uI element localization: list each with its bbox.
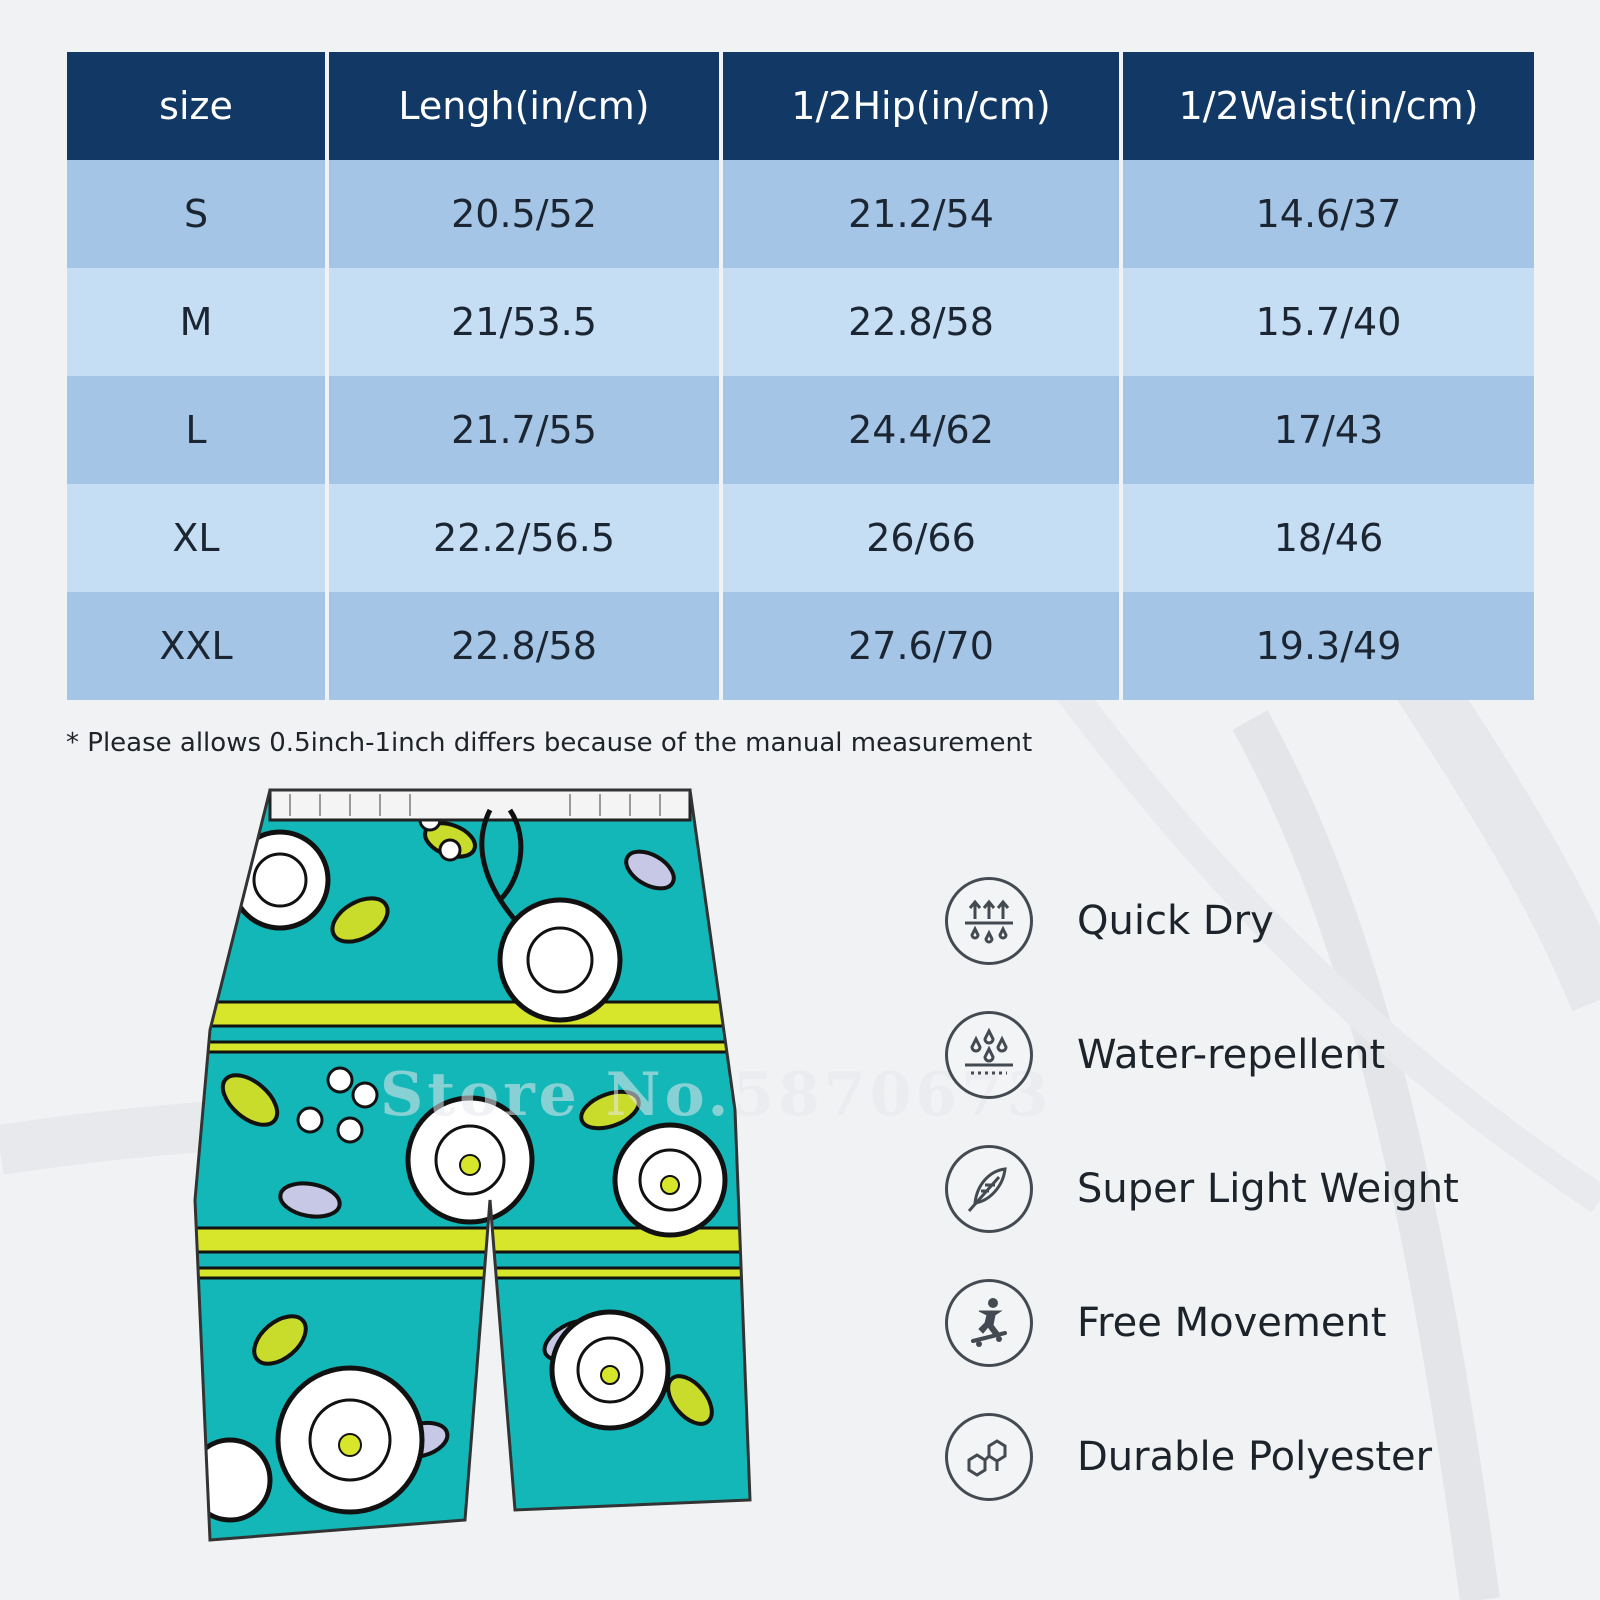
table-cell: 21.7/55 bbox=[329, 376, 719, 484]
table-header-cell: Lengh(in/cm) bbox=[329, 52, 719, 160]
table-header-cell: 1/2Hip(in/cm) bbox=[723, 52, 1119, 160]
table-cell-size: S bbox=[67, 160, 325, 268]
table-cell: 22.8/58 bbox=[329, 592, 719, 700]
table-cell: 18/46 bbox=[1123, 484, 1534, 592]
table-cell: 26/66 bbox=[723, 484, 1119, 592]
table-cell: 15.7/40 bbox=[1123, 268, 1534, 376]
table-cell: 14.6/37 bbox=[1123, 160, 1534, 268]
size-chart-table bbox=[67, 52, 1534, 700]
skateboarder-icon bbox=[945, 1279, 1033, 1367]
feature-label: Durable Polyester bbox=[1077, 1434, 1433, 1480]
table-cell-size: XL bbox=[67, 484, 325, 592]
table-cell: 24.4/62 bbox=[723, 376, 1119, 484]
feature-label: Water-repellent bbox=[1077, 1032, 1386, 1078]
table-cell: 22.2/56.5 bbox=[329, 484, 719, 592]
table-header-cell: size bbox=[67, 52, 325, 160]
table-cell-size: L bbox=[67, 376, 325, 484]
table-header-cell: 1/2Waist(in/cm) bbox=[1123, 52, 1534, 160]
feature-durable-polyester bbox=[945, 1411, 1565, 1503]
table-cell: 21/53.5 bbox=[329, 268, 719, 376]
feature-label: Free Movement bbox=[1077, 1300, 1387, 1346]
table-cell: 19.3/49 bbox=[1123, 592, 1534, 700]
feature-label: Quick Dry bbox=[1077, 898, 1274, 944]
table-cell: 17/43 bbox=[1123, 376, 1534, 484]
table-cell: 22.8/58 bbox=[723, 268, 1119, 376]
table-cell: 20.5/52 bbox=[329, 160, 719, 268]
table-cell-size: M bbox=[67, 268, 325, 376]
store-watermark: Store No.5870673 bbox=[380, 1060, 1053, 1130]
feature-super-light-weight bbox=[945, 1143, 1565, 1235]
quick-dry-icon bbox=[945, 877, 1033, 965]
table-cell-size: XXL bbox=[67, 592, 325, 700]
feather-icon bbox=[945, 1145, 1033, 1233]
measurement-note: * Please allows 0.5inch-1inch differs because of the manual measurement bbox=[66, 728, 1033, 758]
feature-label: Super Light Weight bbox=[1077, 1166, 1459, 1212]
table-cell: 21.2/54 bbox=[723, 160, 1119, 268]
board-shorts-image bbox=[190, 780, 770, 1580]
polyester-molecule-icon bbox=[945, 1413, 1033, 1501]
water-repellent-icon bbox=[945, 1011, 1033, 1099]
feature-quick-dry bbox=[945, 875, 1565, 967]
feature-water-repellent bbox=[945, 1009, 1565, 1101]
feature-free-movement bbox=[945, 1277, 1565, 1369]
table-cell: 27.6/70 bbox=[723, 592, 1119, 700]
